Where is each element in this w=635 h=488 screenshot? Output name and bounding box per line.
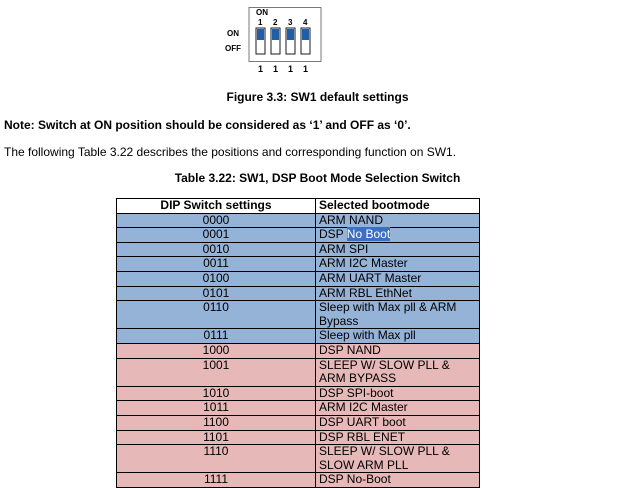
switch-number-3: 3 [288,18,293,27]
bootmode-table [116,198,480,488]
switch-number-1: 1 [258,18,263,27]
bootmode-cell [316,228,480,243]
table-row [117,286,480,301]
dip-setting-cell: 1011 [117,401,316,416]
bootmode-cell: ARM SPI [316,242,480,257]
switch-value-2: 1 [273,64,279,74]
table-caption: Table 3.22: SW1, DSP Boot Mode Selection Switch [174,171,461,185]
dip-setting-cell: 1101 [117,430,316,445]
description-text: The following Table 3.22 describes the positions and corresponding function on SW1. [4,145,457,159]
dip-switch-3 [286,28,295,54]
bootmode-cell: ARM I2C Master [316,257,480,272]
dip-switch-2 [271,28,280,54]
table-row [117,228,480,243]
bootmode-cell: DSP RBL ENET [316,430,480,445]
table-row [117,401,480,416]
table-row [117,329,480,344]
table-row [117,301,480,329]
table-row [117,343,480,358]
note-text: Note: Switch at ON position should be considered as ‘1’ and OFF as ‘0’. [4,118,411,132]
dip-switch-4 [301,28,310,54]
bootmode-cell: Sleep with Max pll [316,329,480,344]
dip-setting-cell: 0000 [117,213,316,228]
dip-setting-cell: 1111 [117,473,316,488]
dip-setting-cell: 1010 [117,386,316,401]
table-row [117,415,480,430]
selected-text-highlight[interactable]: No Boot [346,227,391,242]
table-row [117,445,480,473]
dip-setting-cell: 1110 [117,445,316,473]
bootmode-cell: ARM UART Master [316,271,480,286]
switch-value-1: 1 [258,64,264,74]
bootmode-prefix: DSP [319,227,347,242]
bootmode-cell: SLEEP W/ SLOW PLL & SLOW ARM PLL [316,445,480,473]
bootmode-cell: DSP UART boot [316,415,480,430]
bootmode-cell: ARM RBL EthNet [316,286,480,301]
table-row [117,430,480,445]
table-row [117,473,480,488]
bootmode-cell: DSP NAND [316,343,480,358]
dip-setting-cell: 0100 [117,271,316,286]
dip-on-top-label: ON [256,8,268,17]
table-row [117,271,480,286]
table-row [117,242,480,257]
dip-setting-cell: 0111 [117,329,316,344]
bootmode-cell: ARM I2C Master [316,401,480,416]
dip-setting-cell: 0011 [117,257,316,272]
switch-number-2: 2 [273,18,278,27]
dip-setting-cell: 0110 [117,301,316,329]
bootmode-cell: ARM NAND [316,213,480,228]
dip-off-side-label: OFF [225,44,241,53]
dip-switch-1 [256,28,265,54]
table-row [117,358,480,386]
dip-setting-cell: 1000 [117,343,316,358]
bootmode-cell: SLEEP W/ SLOW PLL & ARM BYPASS [316,358,480,386]
header-bootmode: Selected bootmode [316,199,480,214]
dip-switch-diagram [221,7,323,63]
table-row [117,257,480,272]
figure-caption: Figure 3.3: SW1 default settings [226,90,409,104]
switch-number-4: 4 [303,18,308,27]
table-row [117,386,480,401]
bootmode-cell: Sleep with Max pll & ARM Bypass [316,301,480,329]
dip-on-side-label: ON [227,29,239,38]
dip-setting-cell: 1100 [117,415,316,430]
table-header-row [117,199,480,214]
switch-value-3: 1 [288,64,294,74]
dip-switch-figure [221,7,323,63]
bootmode-cell: DSP SPI-boot [316,386,480,401]
table-row [117,213,480,228]
dip-setting-cell: 1001 [117,358,316,386]
dip-setting-cell: 0001 [117,228,316,243]
bootmode-cell: DSP No-Boot [316,473,480,488]
switch-value-4: 1 [303,64,309,74]
dip-setting-cell: 0101 [117,286,316,301]
header-dip-settings: DIP Switch settings [117,199,316,214]
dip-setting-cell: 0010 [117,242,316,257]
